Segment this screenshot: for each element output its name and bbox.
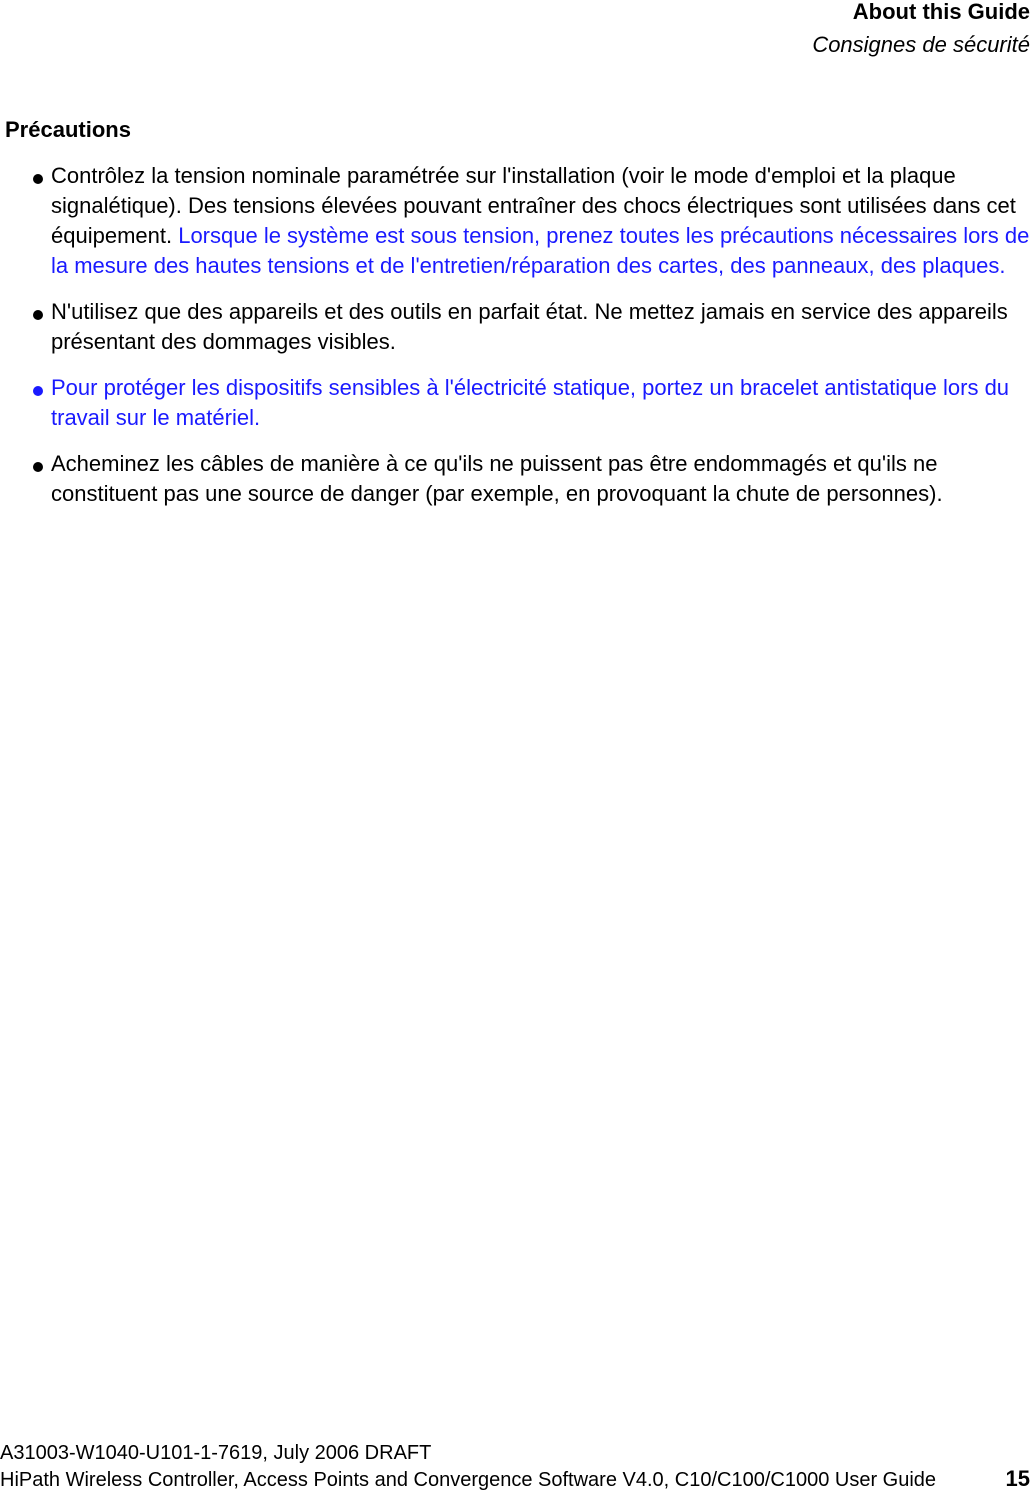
page-number: 15 — [1005, 1466, 1030, 1491]
section-heading: Précautions — [5, 117, 131, 142]
footer-doc-id: A31003-W1040-U101-1-7619, July 2006 DRAFT — [0, 1442, 432, 1464]
footer-product: HiPath Wireless Controller, Access Points and Convergence Software V4.0, C10/C100/C1000 User Guide — [0, 1469, 937, 1491]
bullet-icon — [33, 174, 43, 184]
footer-line — [0, 1466, 1036, 1493]
list-item — [0, 297, 1036, 357]
page-footer — [0, 1440, 1036, 1493]
list-item — [0, 373, 1036, 433]
list-item — [0, 161, 1036, 281]
precautions-list — [0, 161, 1036, 525]
bullet-icon — [33, 310, 43, 320]
bullet-text-highlight: Lorsque le système est sous tension, prenez toutes les précautions nécessaires lors de la mesure des hautes tensions et de l'entretien/réparation des cartes, des panneaux, des plaques. — [51, 223, 1030, 278]
header-title: About this Guide — [852, 0, 1030, 24]
bullet-icon — [33, 386, 43, 396]
bullet-text: N'utilisez que des appareils et des outils en parfait état. Ne mettez jamais en service des appareils présentant des dommages visibles. — [51, 299, 1008, 354]
header-subtitle: Consignes de sécurité — [812, 32, 1030, 57]
list-item — [0, 449, 1036, 509]
bullet-text: Acheminez les câbles de manière à ce qu'ils ne puissent pas être endommagés et qu'ils ne constituent pas une source de danger (par exemple, en provoquant la chute de personnes). — [51, 451, 943, 506]
bullet-icon — [33, 462, 43, 472]
page-header — [812, 0, 1030, 58]
bullet-text-highlight: Pour protéger les dispositifs sensibles à l'électricité statique, portez un bracelet antistatique lors du travail sur le matériel. — [51, 375, 1010, 430]
bullet-text: Contrôlez la tension nominale paramétrée sur l'installation (voir le mode d'emploi et la plaque signalétique). Des tensions élevées pouvant entraîner des chocs électriques sont utilisées dans cet équipement. — [51, 163, 1016, 248]
